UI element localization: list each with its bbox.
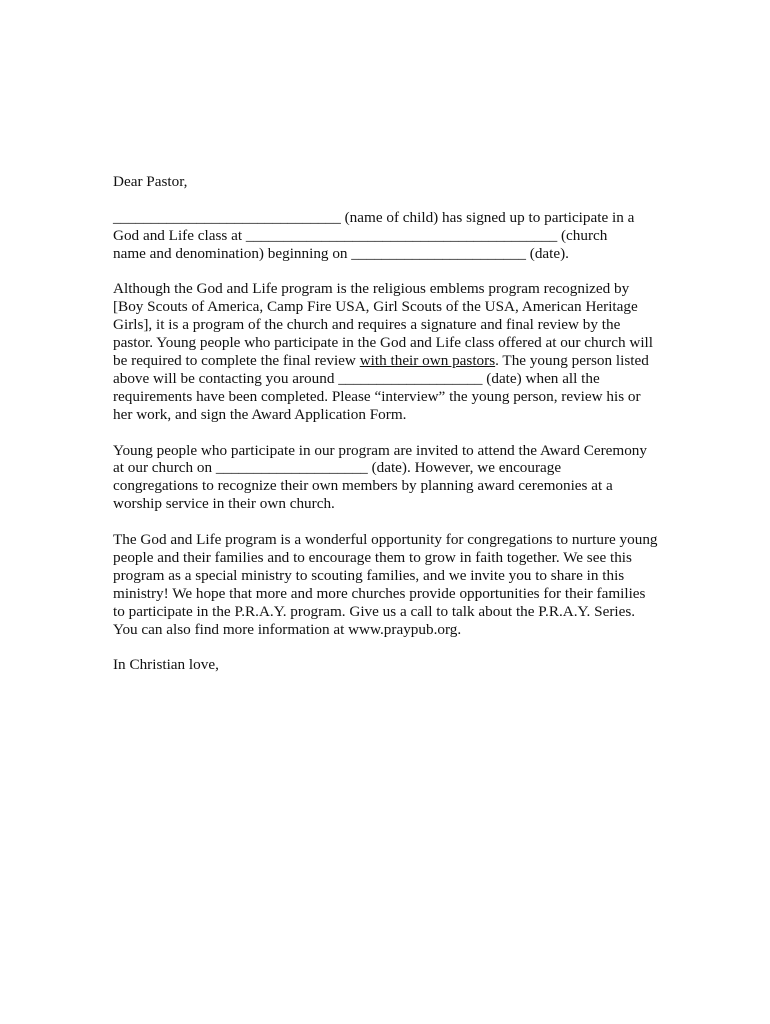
paragraph-gap bbox=[113, 639, 673, 657]
paragraph-line: above will be contacting you around ___________________ (date) when all the bbox=[113, 369, 600, 387]
salutation: Dear Pastor, bbox=[113, 173, 188, 190]
paragraph-gap bbox=[113, 513, 673, 531]
paragraph-line: ______________________________ (name of child) has signed up to participate in a bbox=[113, 208, 635, 226]
paragraph-line: Young people who participate in our program are invited to attend the Award Ceremony bbox=[113, 441, 647, 459]
paragraph-line: people and their families and to encourage them to grow in faith together. We see this bbox=[113, 548, 632, 566]
paragraph-gap bbox=[113, 263, 673, 281]
paragraph-line: name and denomination) beginning on _______________________ (date). bbox=[113, 244, 569, 262]
paragraph-line: ministry! We hope that more and more churches provide opportunities for their families bbox=[113, 584, 646, 602]
paragraph-award-ceremony bbox=[113, 442, 673, 514]
text-segment: be required to complete the final review bbox=[113, 352, 360, 370]
paragraph-line: pastor. Young people who participate in the God and Life class offered at our church will bbox=[113, 334, 653, 352]
paragraph-line: at our church on ____________________ (date). However, we encourage bbox=[113, 459, 562, 477]
paragraph-gap bbox=[113, 191, 673, 209]
paragraph-line: requirements have been completed. Please “interview” the young person, review his or bbox=[113, 387, 641, 405]
paragraph-program-description bbox=[113, 280, 673, 423]
paragraph-child-registration bbox=[113, 209, 673, 263]
paragraph-line: program as a special ministry to scouting families, and we invite you to share in this bbox=[113, 566, 625, 584]
paragraph-line: God and Life class at _________________________________________ (church bbox=[113, 226, 608, 244]
paragraph-line: to participate in the P.R.A.Y. program. Give us a call to talk about the P.R.A.Y. Series. bbox=[113, 602, 636, 620]
paragraph-line: worship service in their own church. bbox=[113, 495, 335, 513]
paragraph-line: her work, and sign the Award Application Form. bbox=[113, 405, 407, 423]
closing: In Christian love, bbox=[113, 656, 219, 674]
paragraph-opportunity bbox=[113, 531, 673, 638]
paragraph-line: congregations to recognize their own members by planning award ceremonies at a bbox=[113, 477, 613, 495]
paragraph-line-with-emphasis bbox=[113, 352, 673, 370]
paragraph-line: The God and Life program is a wonderful opportunity for congregations to nurture young bbox=[113, 531, 658, 549]
paragraph-line: [Boy Scouts of America, Camp Fire USA, Girl Scouts of the USA, American Heritage bbox=[113, 298, 638, 316]
underlined-text: with their own pastors bbox=[359, 352, 496, 370]
letter-body bbox=[113, 173, 673, 674]
paragraph-line: Girls], it is a program of the church and requires a signature and final review by the bbox=[113, 316, 621, 334]
text-segment: . The young person listed bbox=[495, 352, 649, 370]
paragraph-gap bbox=[113, 424, 673, 442]
paragraph-line: Although the God and Life program is the religious emblems program recognized by bbox=[113, 280, 630, 298]
paragraph-line: You can also find more information at www.praypub.org. bbox=[113, 620, 462, 638]
